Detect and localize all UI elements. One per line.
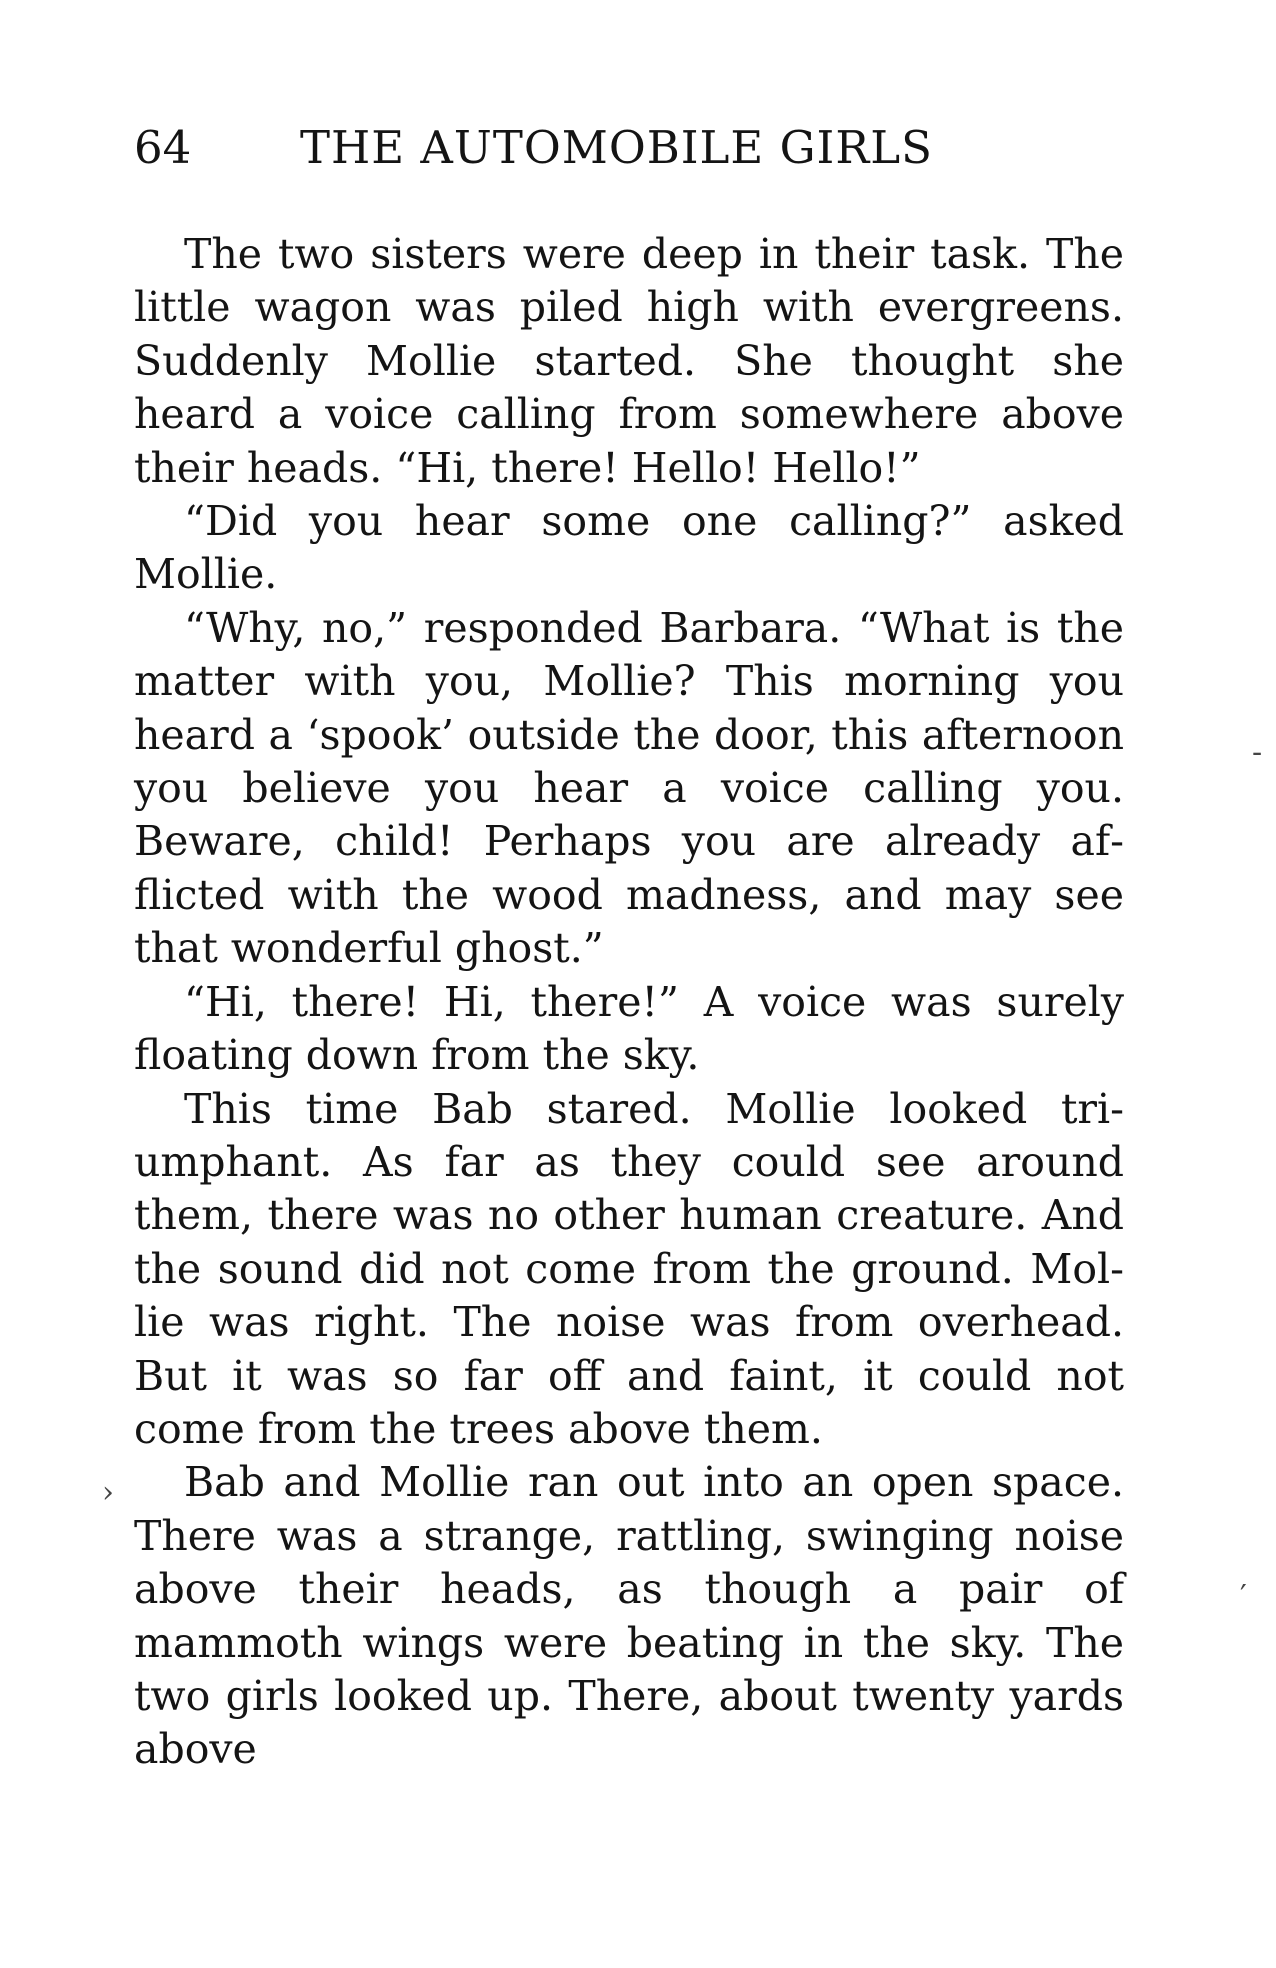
- paragraph: Bab and Mollie ran out into an open space. There was a strange, rattling, swinging noise above their heads, as though a pair of mammoth wings were beating in the sky. The two girls looked up. There, about twenty yards above: [134, 1458, 1124, 1774]
- running-title: THE AUTOMOBILE GIRLS: [300, 121, 933, 174]
- scan-speck: ′: [1240, 1579, 1247, 1614]
- scan-speck: ›: [102, 1475, 114, 1510]
- paragraph: “Did you hear some one calling?” asked Mollie.: [134, 497, 1124, 599]
- body-text: [134, 228, 1124, 1777]
- paragraph: “Why, no,” responded Barbara. “What is the matter with you, Mollie? This morning you heard a ‘spook’ outside the door, this afternoon you believe you hear a voice calling you. Beware, child! Perhaps you are already afflicted with the wood madness, and may see that wonderful ghost.”: [134, 603, 1124, 973]
- paragraph: This time Bab stared. Mollie looked triumphant. As far as they could see around them, there was no other human creature. And the sound did not come from the ground. Mollie was right. The noise was from overhead. But it was so far off and faint, it could not come from the trees above them.: [134, 1084, 1124, 1453]
- scan-speck: -: [1252, 735, 1263, 770]
- page-number: 64: [134, 121, 192, 174]
- running-head: [134, 118, 1134, 178]
- paragraph: “Hi, there! Hi, there!” A voice was surely floating down from the sky.: [134, 977, 1124, 1080]
- paragraph: The two sisters were deep in their task. The little wagon was piled high with evergreens. Suddenly Mollie started. She thought she heard a voice calling from somewhere above their heads. “Hi, there! Hello! Hello!”: [134, 230, 1124, 492]
